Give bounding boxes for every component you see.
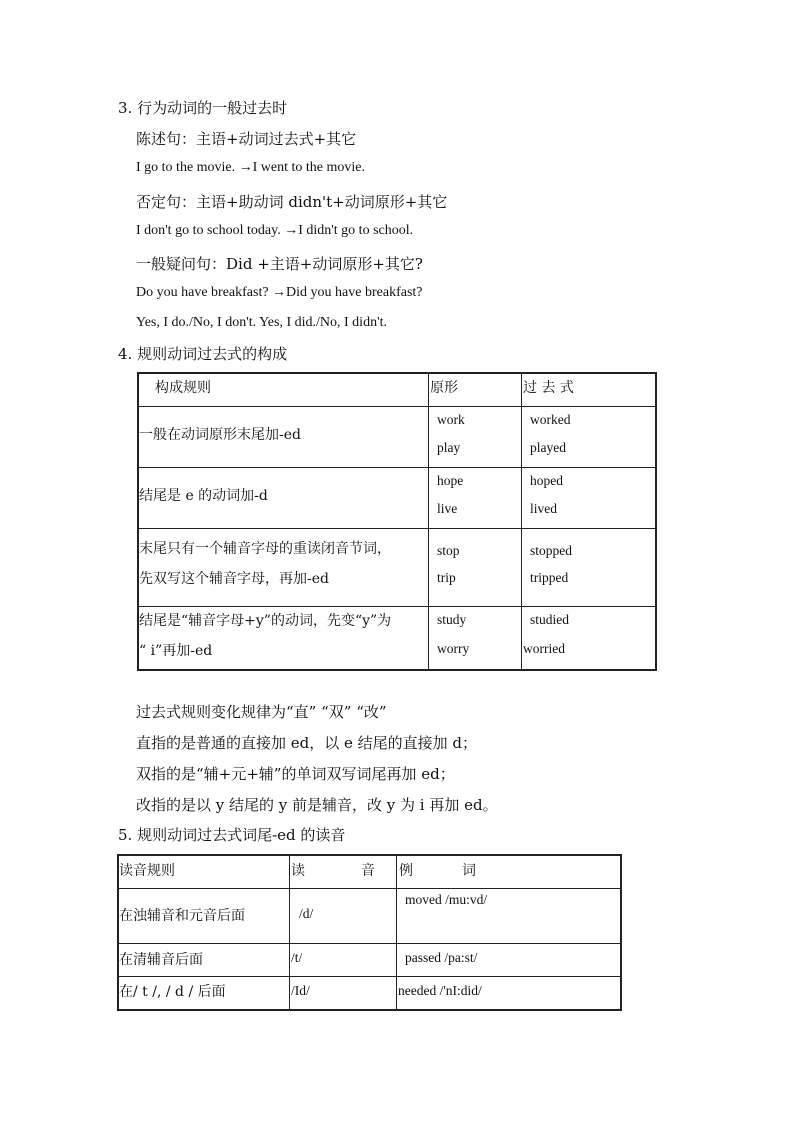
rule-text: 先双写这个辅音字母，再加-ed: [139, 571, 329, 587]
base-form: hope: [437, 473, 464, 488]
question-rule: 一般疑问句：Did +主语+动词原形+其它?: [136, 255, 423, 273]
past-form: worried: [523, 641, 565, 656]
negative-example: I don't go to school today. →I didn't go to school.: [136, 223, 414, 238]
header-rule: 构成规则: [155, 380, 211, 396]
row-divider: [139, 528, 655, 529]
past-form: stopped: [530, 543, 572, 558]
header-example-1: 例: [399, 863, 413, 879]
declarative-example: I go to the movie. →I went to the movie.: [136, 160, 366, 175]
column-divider: [396, 856, 397, 1009]
section4-heading: 4. 规则动词过去式的构成: [118, 345, 288, 363]
past-form: tripped: [530, 570, 569, 585]
negative-rule: 否定句：主语+助动词 didn't+动词原形+其它: [136, 193, 448, 211]
column-divider: [289, 856, 290, 1009]
past-form: hoped: [530, 473, 563, 488]
question-example: Do you have breakfast? →Did you have breakfast?: [136, 285, 423, 300]
rule-text: 在浊辅音和元音后面: [119, 908, 245, 924]
header-past: 过 去 式: [523, 380, 574, 396]
base-form: study: [437, 612, 467, 627]
past-form: studied: [530, 612, 569, 627]
header-rule: 读音规则: [119, 863, 175, 879]
header-sound-1: 读: [291, 863, 305, 879]
rule-text: 结尾是 e 的动词加-d: [139, 488, 268, 504]
past-form: worked: [530, 412, 571, 427]
row-divider: [119, 943, 620, 944]
declarative-rule: 陈述句：主语+动词过去式+其它: [136, 130, 357, 148]
base-form: stop: [437, 543, 460, 558]
column-divider: [521, 374, 522, 669]
header-base: 原形: [430, 380, 458, 396]
sound: /d/: [299, 906, 314, 921]
section3-heading: 3. 行为动词的一般过去时: [118, 99, 288, 117]
rule-note: 双指的是“辅+元+辅”的单词双写词尾再加 ed；: [136, 765, 455, 783]
rule-text: 一般在动词原形末尾加-ed: [139, 427, 301, 443]
rule-note: 过去式规则变化规律为“直” “双” “改”: [136, 703, 387, 721]
ed-pronunciation-table: [117, 854, 622, 1011]
header-example-2: 词: [462, 863, 476, 879]
rule-text: 在清辅音后面: [119, 952, 203, 968]
row-divider: [139, 406, 655, 407]
base-form: trip: [437, 570, 456, 585]
sound: /t/: [291, 950, 303, 965]
rule-text: 结尾是“辅音字母+y”的动词，先变“y”为: [139, 613, 392, 629]
past-form: played: [530, 440, 566, 455]
rule-text: 末尾只有一个辅音字母的重读闭音节词，: [139, 541, 391, 557]
example-word: needed /'nI:did/: [398, 983, 482, 998]
answers-example: Yes, I do./No, I don't. Yes, I did./No, I didn't.: [136, 315, 387, 330]
example-word: moved /mu:vd/: [405, 892, 488, 907]
column-divider: [428, 374, 429, 669]
row-divider: [119, 976, 620, 977]
sound: /Id/: [291, 983, 310, 998]
base-form: work: [437, 412, 465, 427]
row-divider: [139, 467, 655, 468]
past-form: lived: [530, 501, 557, 516]
section5-heading: 5. 规则动词过去式词尾-ed 的读音: [118, 826, 346, 844]
row-divider: [139, 606, 655, 607]
base-form: play: [437, 440, 461, 455]
row-divider: [119, 888, 620, 889]
past-tense-formation-table: [137, 372, 657, 671]
rule-note: 直指的是普通的直接加 ed，以 e 结尾的直接加 d；: [136, 734, 478, 752]
header-sound-2: 音: [361, 863, 375, 879]
example-word: passed /pa:st/: [405, 950, 478, 965]
rule-note: 改指的是以 y 结尾的 y 前是辅音，改 y 为 i 再加 ed。: [136, 796, 498, 814]
rule-text: “ i”再加-ed: [139, 643, 213, 659]
rule-text: 在/ t /, / d / 后面: [119, 984, 226, 1000]
base-form: worry: [437, 641, 470, 656]
base-form: live: [437, 501, 458, 516]
